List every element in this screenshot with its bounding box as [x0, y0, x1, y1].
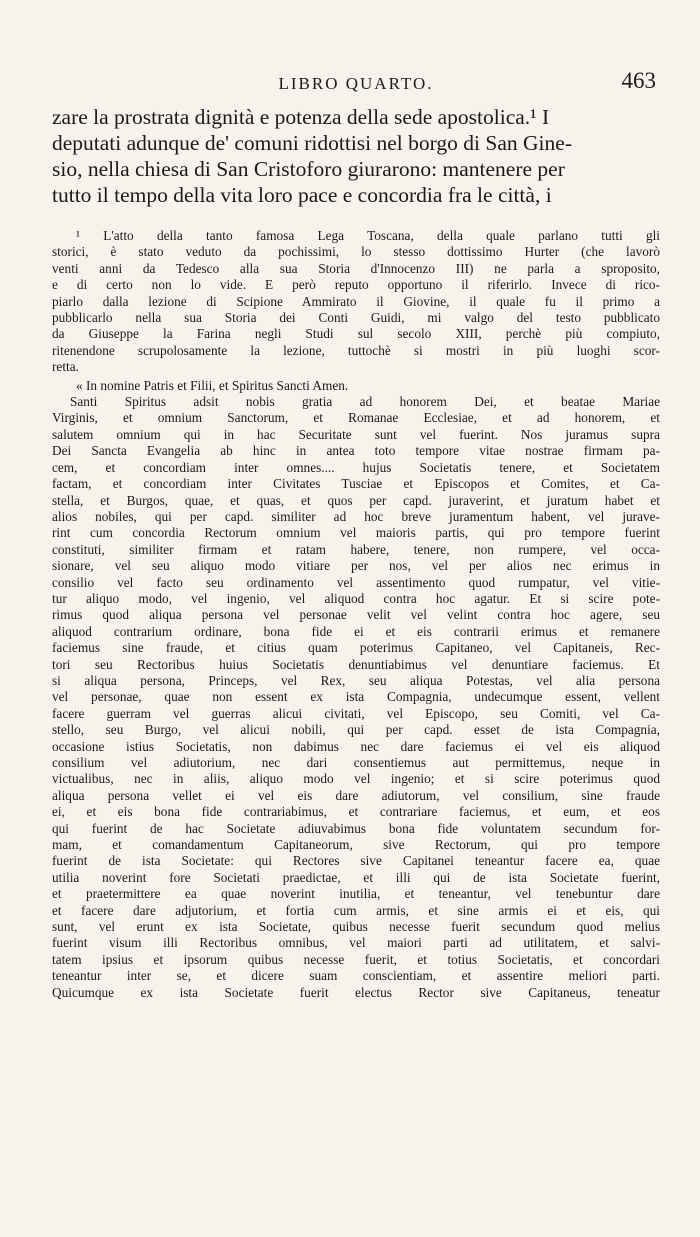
latin-line: rimus quod aliqua persona vel personae velit vel velint contra hoc agere, seu	[52, 607, 660, 623]
main-text-line: zare la prostrata dignità e potenza della sede apostolica.¹ I	[52, 105, 550, 129]
latin-line: utilia noverint fore Societati praedictae, et illi qui de ista Societate fuerint,	[52, 869, 660, 885]
footnote-line: storici, è stato veduto da pochissimi, lo stesso dottissimo Hurter (che lavorò	[52, 244, 660, 260]
latin-line: teneantur inter se, et dicere suam conscientiam, et assentire meliori parti.	[52, 968, 660, 984]
latin-line: occasione istius Societatis, non dabimus nec dare faciemus ei vel eis aliquod	[52, 738, 660, 754]
main-text-line: deputati adunque de' comuni ridottisi nel borgo di San Gine-	[52, 131, 572, 155]
latin-line: stello, seu Burgo, vel alicui nobili, qui per capd. esset de ista Compagnia,	[52, 722, 660, 738]
latin-line: et praetermittere ea quae noverint inutilia, et teneantur, vel tenebuntur dare	[52, 886, 660, 902]
footnote-line: e di certo non lo vide. E però reputo opportuno il riferirlo. Invece di rico-	[52, 277, 660, 293]
latin-line: salutem omnium qui in hac Securitate sunt vel fuerint. Nos juramus supra	[52, 426, 660, 442]
latin-line: consilium vel adiutorium, nec dari consentiemus aut permittemus, neque in	[52, 755, 660, 770]
latin-line: constituti, similiter firmam et ratam habere, tenere, non rumpere, vel occa-	[52, 541, 660, 557]
latin-line: Santi Spiritus adsit nobis gratia ad honorem Dei, et beatae Mariae	[70, 394, 660, 410]
footnote-line: da Giuseppe la Farina negli Studi sul secolo XIII, perchè più compiuto,	[52, 326, 660, 342]
footnote-line: pubblicarlo nella sua Storia dei Conti Guidi, mi valgo del testo pubblicato	[52, 310, 660, 326]
footnote	[52, 228, 660, 1001]
footnote-line: ¹ L'atto della tanto famosa Lega Toscana, della quale parlano tutti gli	[76, 228, 660, 243]
latin-line: vel personae, quae non essent ex ista Compagnia, undecumque essent, vellent	[52, 689, 660, 705]
latin-line: tur aliquo modo, vel ingenio, vel aliquod contra hoc agatur. Et si scire pote-	[52, 590, 660, 606]
latin-line: alios nobiles, qui per capd. similiter ad hoc breve juramentum habent, vel jurave-	[52, 508, 660, 524]
footnote-line: venti anni da Tedesco alla sua Storia d'Innocenzo III) ne parla a sproposito,	[52, 260, 660, 276]
running-title: LIBRO QUARTO.	[278, 74, 434, 93]
footnote-line: piarlo dalla lezione di Scipione Ammirato il Giovine, il quale fu il primo a	[52, 293, 660, 309]
latin-line: stella, et Burgos, quae, et quas, et quos per capd. juraverint, et juratum habet et	[52, 492, 660, 508]
main-text-line: tutto il tempo della vita loro pace e concordia fra le città, i	[52, 183, 552, 207]
latin-line: tatem ipsius et ipsorum quibus necesse fuerit, et totius Societatis, et concordari	[52, 951, 660, 967]
latin-line: rint cum concordia Rectorum omnium vel maioris partis, qui pro tempore fuerint	[52, 525, 660, 541]
page-number: 463	[621, 68, 656, 93]
latin-line: cem, et concordiam inter omnes.... hujus Societatis tenere, et Societatem	[52, 459, 660, 475]
latin-line: tori seu Rectoribus huius Societatis denuntiabimus vel denuntiare faciemus. Et	[52, 656, 660, 672]
latin-line: fuerint visum illi Rectoribus omnibus, vel maiori parti ad utilitatem, et salvi-	[52, 935, 660, 951]
latin-line: « In nomine Patris et Filii, et Spiritus Sancti Amen.	[76, 377, 349, 393]
latin-line: si aliqua persona, Princeps, vel Rex, seu aliqua Potestas, vel alia persona	[52, 672, 660, 688]
latin-line: ei, et eis bona fide contrariabimus, et contrariare faciemus, et eum, et eos	[52, 804, 660, 820]
latin-line: Quicumque ex ista Societate fuerit electus Rector sive Capitaneus, teneatur	[52, 984, 660, 1000]
latin-line: mam, et comandamentum Capitaneorum, sive Rectorum, qui pro tempore	[52, 837, 660, 853]
latin-line: sunt, vel erunt ex ista Societate, quibus necesse fuerit secundum quod melius	[52, 919, 660, 935]
main-text	[52, 104, 660, 208]
latin-line: aliqua persona vellet ei vel eis dare adiutorum, vel consilium, sine fraude	[52, 787, 660, 803]
latin-line: qui fuerint de hac Societate adiuvabimus bona fide voluntatem secundum for-	[52, 820, 660, 836]
latin-line: sionare, vel seu aliquo modo vitiare per nos, vel per alios nec erimus in	[52, 558, 660, 574]
latin-line: faciemus sine fraude, et citius quam poterimus Capitaneo, vel Capitaneis, Rec-	[52, 640, 660, 656]
footnote-line: ritenendone scrupolosamente la lezione, tuttochè si mostri in più luoghi scor-	[52, 342, 660, 358]
latin-line: consilio vel facto seu ordinamento vel assentimento quod rumpatur, vel vitie-	[52, 574, 660, 590]
running-head	[52, 58, 660, 100]
footnote-line: retta.	[52, 359, 79, 375]
latin-line: victualibus, nec in aliis, aliquo modo vel ingenio; et si scire poterimus quod	[52, 771, 660, 787]
latin-line: facere guerram vel guerras alicui civitati, vel Episcopo, seu Comiti, vel Ca-	[52, 705, 660, 721]
latin-line: et facere dare adjutorium, et fortia cum armis, et sine armis ei et eis, qui	[52, 902, 660, 918]
latin-line: Virginis, et omnium Sanctorum, et Romanae Ecclesiae, et ad honorem, et	[52, 410, 660, 426]
latin-line: factam, et concordiam inter Civitates Tusciae et Episcopos et Comites, et Ca-	[52, 476, 660, 492]
latin-line: Dei Sancta Evangelia ab hinc in antea toto tempore vitae nostrae firmam pa-	[52, 443, 660, 459]
latin-line: fuerint de ista Societate: qui Rectores sive Capitanei teneantur facere ea, quae	[52, 853, 660, 869]
latin-line: aliquod contrarium ordinare, bona fide ei et eis contrarii erimus et remanere	[52, 623, 660, 639]
main-text-line: sio, nella chiesa di San Cristoforo giurarono: mantenere per	[52, 157, 565, 181]
book-page	[0, 58, 700, 1237]
